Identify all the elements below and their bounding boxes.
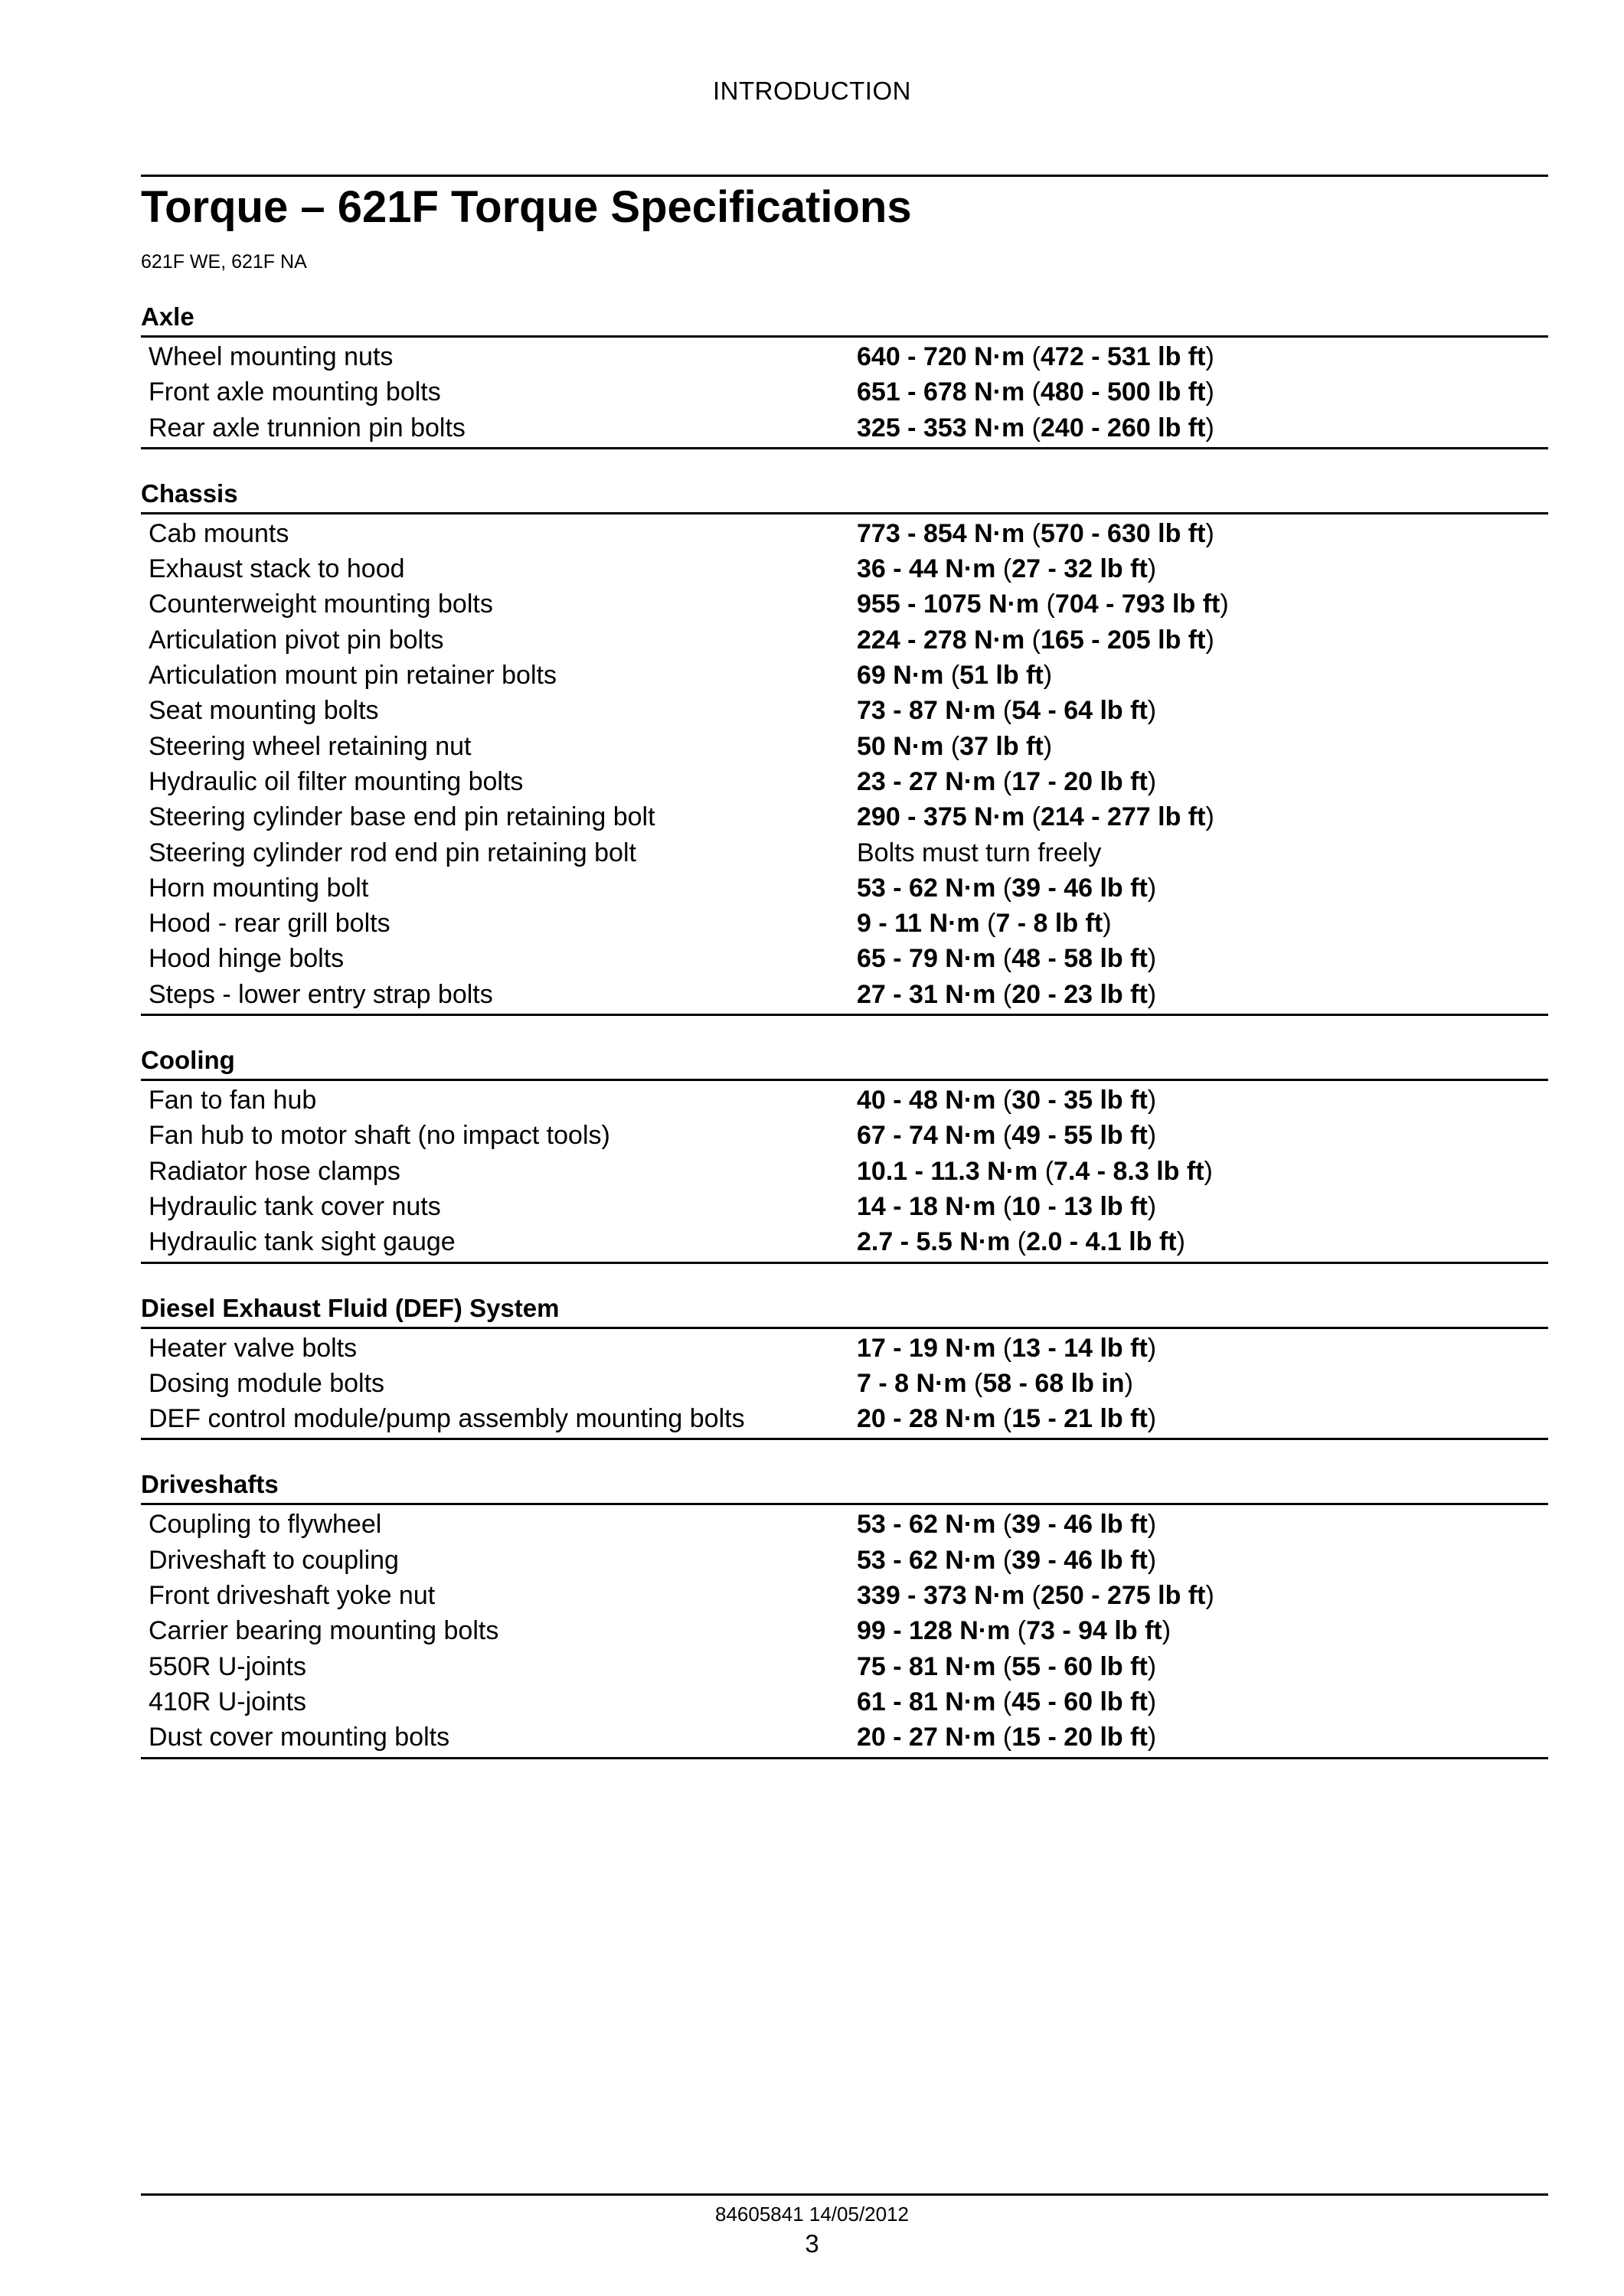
torque-imperial: 7.4 - 8.3 lb ft [1054,1156,1204,1186]
section-heading: Driveshafts [141,1470,279,1499]
component-name: Steering wheel retaining nut [149,731,472,761]
section-cooling [141,1045,1548,1263]
torque-value: 339 - 373 N·m (250 - 275 lb ft) [857,1581,1214,1611]
torque-imperial: 7 - 8 lb ft [995,909,1103,939]
table-row [141,374,1548,410]
torque-metric: 53 - 62 N·m [857,1510,996,1540]
torque-imperial: 51 lb ft [959,661,1044,691]
torque-value: 75 - 81 N·m (55 - 60 lb ft) [857,1651,1157,1681]
torque-imperial: 27 - 32 lb ft [1011,554,1148,584]
component-name: Fan hub to motor shaft (no impact tools) [149,1121,610,1151]
torque-imperial: 10 - 13 lb ft [1011,1191,1148,1221]
component-name: Rear axle trunnion pin bolts [149,413,466,443]
torque-imperial: 15 - 20 lb ft [1011,1723,1148,1752]
torque-metric: 10.1 - 11.3 N·m [857,1156,1038,1186]
torque-value: 61 - 81 N·m (45 - 60 lb ft) [857,1687,1157,1716]
component-name: Steering cylinder base end pin retaining bolt [149,802,655,832]
table-row [141,339,1548,374]
table-row [141,906,1548,941]
torque-value: 53 - 62 N·m (39 - 46 lb ft) [857,1510,1157,1540]
torque-value: 7 - 8 N·m (58 - 68 lb in) [857,1368,1133,1398]
torque-spec-sections [141,302,1548,1788]
torque-metric: 640 - 720 N·m [857,342,1025,371]
table-row [141,1154,1548,1189]
table-row [141,1613,1548,1648]
table-row [141,1366,1548,1401]
page-title: Torque – 621F Torque Specifications [141,182,912,232]
torque-metric: 50 N·m [857,731,944,761]
torque-imperial: 240 - 260 lb ft [1041,413,1206,443]
torque-metric: 955 - 1075 N·m [857,590,1040,619]
component-name: Hydraulic tank cover nuts [149,1191,441,1221]
table-row [141,1224,1548,1259]
torque-imperial: 54 - 64 lb ft [1011,696,1148,726]
running-head: INTRODUCTION [713,77,911,105]
torque-value: 36 - 44 N·m (27 - 32 lb ft) [857,554,1157,584]
table-row [141,1507,1548,1542]
torque-imperial: 472 - 531 lb ft [1041,342,1206,371]
torque-metric: 36 - 44 N·m [857,554,996,584]
torque-metric: 651 - 678 N·m [857,377,1025,407]
torque-value: 14 - 18 N·m (10 - 13 lb ft) [857,1191,1157,1221]
table-row [141,622,1548,658]
component-name: Cab mounts [149,518,289,548]
table-row [141,1684,1548,1720]
component-name: Carrier bearing mounting bolts [149,1616,499,1646]
torque-imperial: 250 - 275 lb ft [1041,1581,1206,1611]
torque-metric: 2.7 - 5.5 N·m [857,1227,1011,1257]
torque-value: 53 - 62 N·m (39 - 46 lb ft) [857,1545,1157,1575]
torque-value: 23 - 27 N·m (17 - 20 lb ft) [857,766,1157,796]
torque-imperial: 13 - 14 lb ft [1011,1333,1148,1363]
torque-imperial: 20 - 23 lb ft [1011,979,1148,1009]
torque-value: 2.7 - 5.5 N·m (2.0 - 4.1 lb ft) [857,1227,1185,1257]
table-row [141,1543,1548,1578]
section-heading: Axle [141,302,194,331]
component-name: Coupling to flywheel [149,1510,382,1540]
spec-table [141,335,1548,449]
torque-imperial: 39 - 46 lb ft [1011,1510,1148,1540]
component-name: Exhaust stack to hood [149,554,405,584]
torque-metric: 290 - 375 N·m [857,802,1025,832]
table-row [141,1649,1548,1684]
component-name: Hood - rear grill bolts [149,909,390,939]
table-row [141,516,1548,551]
spec-table [141,512,1548,1016]
component-name: Counterweight mounting bolts [149,590,493,619]
torque-imperial: 45 - 60 lb ft [1011,1687,1148,1716]
component-name: Hydraulic tank sight gauge [149,1227,456,1257]
table-row [141,586,1548,622]
torque-value: 50 N·m (37 lb ft) [857,731,1053,761]
torque-value: 40 - 48 N·m (30 - 35 lb ft) [857,1086,1157,1115]
torque-metric: 40 - 48 N·m [857,1086,996,1115]
table-row [141,551,1548,586]
torque-imperial: 214 - 277 lb ft [1041,802,1206,832]
spec-table [141,1327,1548,1441]
torque-value: 9 - 11 N·m (7 - 8 lb ft) [857,909,1112,939]
table-row [141,835,1548,870]
table-row [141,729,1548,764]
torque-value: 17 - 19 N·m (13 - 14 lb ft) [857,1333,1157,1363]
torque-metric: 20 - 28 N·m [857,1404,996,1434]
table-row [141,1118,1548,1153]
torque-value: 640 - 720 N·m (472 - 531 lb ft) [857,342,1214,371]
torque-metric: 14 - 18 N·m [857,1191,996,1221]
torque-metric: 65 - 79 N·m [857,944,996,974]
torque-metric: 17 - 19 N·m [857,1333,996,1363]
torque-imperial: 17 - 20 lb ft [1011,766,1148,796]
table-row [141,1578,1548,1613]
torque-value: 20 - 28 N·m (15 - 21 lb ft) [857,1404,1157,1434]
component-name: Driveshaft to coupling [149,1545,399,1575]
bottom-divider [141,2193,1548,2196]
torque-value: 325 - 353 N·m (240 - 260 lb ft) [857,413,1214,443]
torque-metric: 23 - 27 N·m [857,766,996,796]
torque-metric: 339 - 373 N·m [857,1581,1025,1611]
model-subtitle: 621F WE, 621F NA [141,251,307,273]
section-chassis [141,478,1548,1016]
spec-table [141,1079,1548,1263]
section-driveshafts [141,1469,1548,1759]
torque-imperial: 2.0 - 4.1 lb ft [1026,1227,1177,1257]
top-divider [141,175,1548,177]
table-row [141,410,1548,446]
page-number: 3 [805,2229,819,2258]
table-row [141,977,1548,1012]
component-name: Hood hinge bolts [149,944,345,974]
torque-imperial: 39 - 46 lb ft [1011,1545,1148,1575]
torque-metric: 99 - 128 N·m [857,1616,1011,1646]
torque-value: 27 - 31 N·m (20 - 23 lb ft) [857,979,1157,1009]
torque-value: 773 - 854 N·m (570 - 630 lb ft) [857,518,1214,548]
section-axle [141,302,1548,449]
component-name: Wheel mounting nuts [149,342,394,371]
component-name: Front axle mounting bolts [149,377,441,407]
component-name: Articulation pivot pin bolts [149,625,444,655]
torque-imperial: 55 - 60 lb ft [1011,1651,1148,1681]
torque-imperial: 48 - 58 lb ft [1011,944,1148,974]
torque-metric: 53 - 62 N·m [857,873,996,903]
document-id: 84605841 14/05/2012 [714,2203,910,2226]
torque-metric: 20 - 27 N·m [857,1723,996,1752]
section-heading: Chassis [141,478,238,508]
torque-value: 67 - 74 N·m (49 - 55 lb ft) [857,1121,1157,1151]
torque-metric: 7 - 8 N·m [857,1368,967,1398]
torque-note: Bolts must turn freely [857,838,1102,867]
torque-imperial: 165 - 205 lb ft [1041,625,1206,655]
torque-imperial: 58 - 68 lb in [982,1368,1125,1398]
component-name: Steering cylinder rod end pin retaining bolt [149,838,636,867]
torque-imperial: 480 - 500 lb ft [1041,377,1206,407]
torque-metric: 325 - 353 N·m [857,413,1025,443]
table-row [141,764,1548,799]
table-row [141,1401,1548,1436]
torque-metric: 73 - 87 N·m [857,696,996,726]
component-name: Dust cover mounting bolts [149,1723,450,1752]
torque-metric: 27 - 31 N·m [857,979,996,1009]
torque-value: 73 - 87 N·m (54 - 64 lb ft) [857,696,1157,726]
torque-value: 53 - 62 N·m (39 - 46 lb ft) [857,873,1157,903]
torque-imperial: 39 - 46 lb ft [1011,873,1148,903]
torque-value: 955 - 1075 N·m (704 - 793 lb ft) [857,590,1229,619]
torque-imperial: 73 - 94 lb ft [1026,1616,1162,1646]
section-heading: Diesel Exhaust Fluid (DEF) System [141,1293,560,1322]
torque-value: 99 - 128 N·m (73 - 94 lb ft) [857,1616,1171,1646]
table-row [141,1331,1548,1366]
component-name: Hydraulic oil filter mounting bolts [149,766,524,796]
torque-metric: 61 - 81 N·m [857,1687,996,1716]
table-row [141,941,1548,976]
torque-metric: 773 - 854 N·m [857,518,1025,548]
torque-imperial: 30 - 35 lb ft [1011,1086,1148,1115]
table-row [141,1189,1548,1224]
torque-value: 65 - 79 N·m (48 - 58 lb ft) [857,944,1157,974]
torque-value: 69 N·m (51 lb ft) [857,661,1053,691]
torque-metric: 9 - 11 N·m [857,909,980,939]
table-row [141,1083,1548,1118]
torque-imperial: 704 - 793 lb ft [1054,590,1220,619]
component-name: Front driveshaft yoke nut [149,1581,436,1611]
torque-imperial: 49 - 55 lb ft [1011,1121,1148,1151]
spec-table [141,1503,1548,1759]
table-row [141,1720,1548,1755]
component-name: Heater valve bolts [149,1333,358,1363]
component-name: 410R U-joints [149,1687,306,1716]
torque-imperial: 37 lb ft [959,731,1044,761]
component-name: 550R U-joints [149,1651,306,1681]
torque-value: 651 - 678 N·m (480 - 500 lb ft) [857,377,1214,407]
torque-value [857,835,1101,870]
torque-metric: 224 - 278 N·m [857,625,1025,655]
section-diesel-exhaust-fluid-def-system [141,1293,1548,1441]
table-row [141,799,1548,834]
torque-value: 224 - 278 N·m (165 - 205 lb ft) [857,625,1214,655]
component-name: Seat mounting bolts [149,696,379,726]
section-heading: Cooling [141,1046,235,1075]
torque-value: 290 - 375 N·m (214 - 277 lb ft) [857,802,1214,832]
table-row [141,658,1548,693]
torque-metric: 53 - 62 N·m [857,1545,996,1575]
torque-value: 20 - 27 N·m (15 - 20 lb ft) [857,1723,1157,1752]
torque-imperial: 15 - 21 lb ft [1011,1404,1148,1434]
component-name: Horn mounting bolt [149,873,369,903]
component-name: Fan to fan hub [149,1086,317,1115]
table-row [141,870,1548,906]
torque-imperial: 570 - 630 lb ft [1041,518,1206,548]
component-name: Radiator hose clamps [149,1156,400,1186]
component-name: Steps - lower entry strap bolts [149,979,493,1009]
torque-metric: 67 - 74 N·m [857,1121,996,1151]
component-name: DEF control module/pump assembly mounting bolts [149,1404,745,1434]
torque-metric: 69 N·m [857,661,944,691]
component-name: Articulation mount pin retainer bolts [149,661,557,691]
component-name: Dosing module bolts [149,1368,385,1398]
torque-metric: 75 - 81 N·m [857,1651,996,1681]
table-row [141,693,1548,728]
torque-value: 10.1 - 11.3 N·m (7.4 - 8.3 lb ft) [857,1156,1213,1186]
